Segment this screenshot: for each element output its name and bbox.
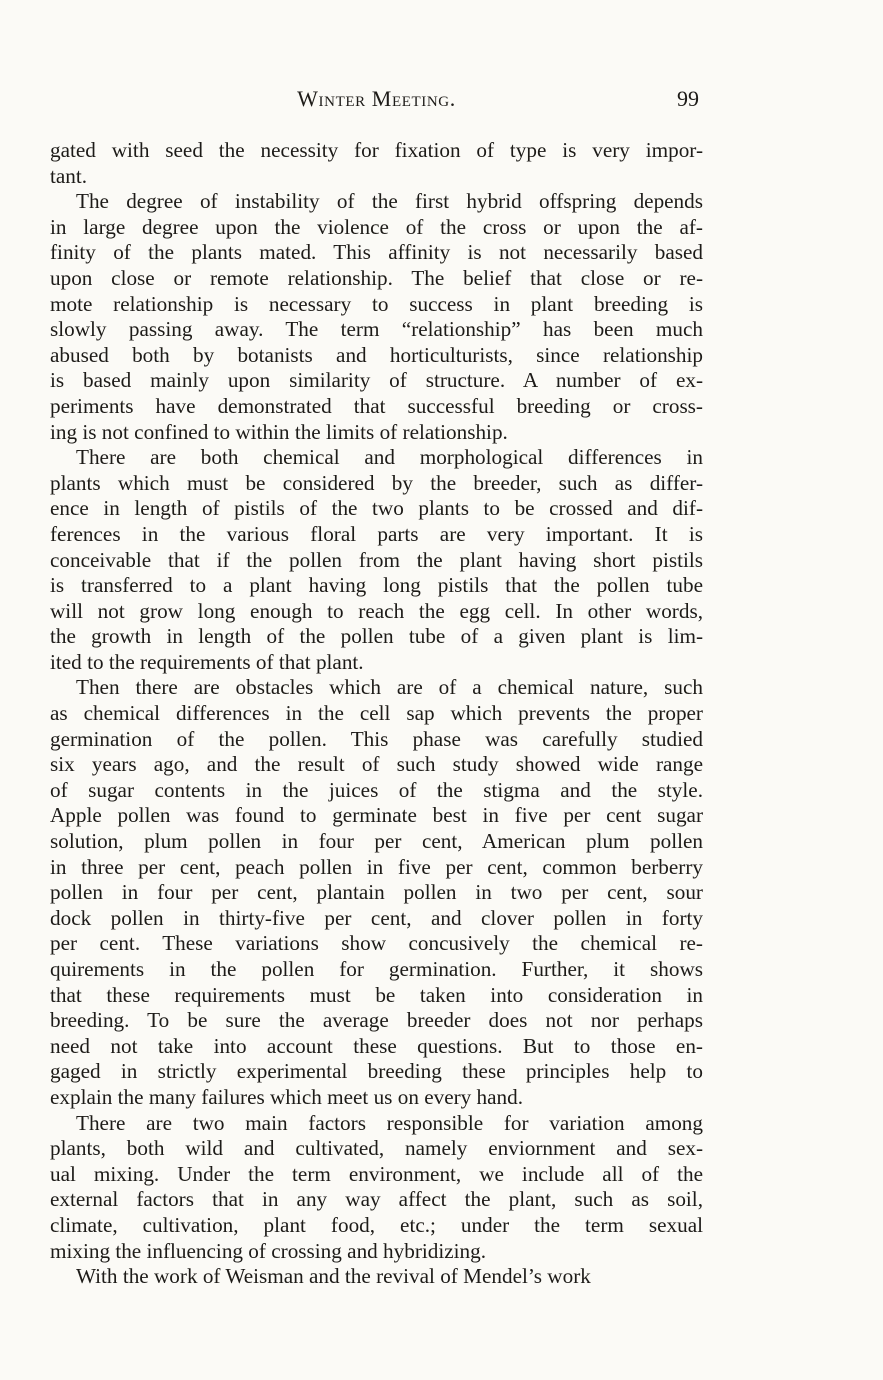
paragraph (50, 138, 703, 189)
text-line: breeding. To be sure the average breeder does not nor perhaps (50, 1008, 703, 1033)
text-line: dock pollen in thirty-five per cent, and clover pollen in forty (50, 905, 703, 930)
running-head (50, 86, 703, 118)
text-line: mote relationship is necessary to success in plant breeding is (50, 291, 703, 316)
text-line: need not take into account these questions. But to those en- (50, 1033, 703, 1058)
text-line: in large degree upon the violence of the cross or upon the af- (50, 214, 703, 239)
running-title: Winter Meeting. (297, 86, 456, 111)
paragraph (50, 445, 703, 675)
text-line: finity of the plants mated. This affinity is not necessarily based (50, 240, 703, 265)
text-line: periments have demonstrated that successful breeding or cross- (50, 393, 703, 418)
paragraph (50, 1264, 703, 1290)
paragraph (50, 675, 703, 1110)
text-line: quirements in the pollen for germination. Further, it shows (50, 957, 703, 981)
text-line: ited to the requirements of that plant. (50, 649, 364, 674)
text-line: solution, plum pollen in four per cent, American plum pollen (50, 829, 703, 854)
text-line: is based mainly upon similarity of structure. A number of ex- (50, 368, 703, 393)
paragraph (50, 189, 703, 445)
text-line: Apple pollen was found to germinate best in five per cent sugar (50, 803, 703, 828)
text-line: gated with seed the necessity for fixation of type is very impor- (50, 138, 703, 162)
text-line: explain the many failures which meet us on every hand. (50, 1084, 524, 1109)
text-line: plants which must be considered by the breeder, such as differ- (50, 470, 703, 495)
text-line: per cent. These variations show concusively the chemical re- (50, 931, 703, 956)
text-line: plants, both wild and cultivated, namely enviornment and sex- (50, 1136, 703, 1161)
body-text (50, 138, 703, 1290)
text-line: The degree of instability of the first hybrid offspring depends (76, 189, 703, 214)
text-line: as chemical differences in the cell sap which prevents the proper (50, 701, 703, 726)
text-line: Then there are obstacles which are of a chemical nature, such (76, 675, 703, 700)
text-line: slowly passing away. The term “relationship” has been much (50, 317, 703, 342)
text-line: will not grow long enough to reach the egg cell. In other words, (50, 598, 703, 623)
text-line: germination of the pollen. This phase was carefully studied (50, 726, 703, 751)
paragraph (50, 1111, 703, 1265)
text-line: in three per cent, peach pollen in five per cent, common berberry (50, 854, 703, 879)
text-line: pollen in four per cent, plantain pollen in two per cent, sour (50, 880, 703, 905)
text-line: tant. (50, 163, 88, 188)
text-line: With the work of Weisman and the revival of Mendel’s work (76, 1264, 591, 1289)
text-line: ing is not confined to within the limits of relationship. (50, 419, 508, 444)
text-line: external factors that in any way affect the plant, such as soil, (50, 1187, 703, 1212)
text-line: ence in length of pistils of the two plants to be crossed and dif- (50, 496, 703, 521)
text-line: abused both by botanists and horticulturists, since relationship (50, 342, 703, 367)
text-line: that these requirements must be taken into consideration in (50, 982, 703, 1007)
text-line: climate, cultivation, plant food, etc.; under the term sexual (50, 1212, 703, 1237)
text-line: There are two main factors responsible for variation among (76, 1110, 703, 1135)
text-line: gaged in strictly experimental breeding these principles help to (50, 1059, 703, 1084)
text-line: upon close or remote relationship. The belief that close or re- (50, 265, 703, 290)
text-line: is transferred to a plant having long pistils that the pollen tube (50, 573, 703, 598)
text-line: conceivable that if the pollen from the plant having short pistils (50, 547, 703, 572)
text-line: six years ago, and the result of such study showed wide range (50, 752, 703, 777)
text-line: mixing the influencing of crossing and hybridizing. (50, 1238, 487, 1263)
text-line: the growth in length of the pollen tube of a given plant is lim- (50, 624, 703, 649)
text-line: of sugar contents in the juices of the stigma and the style. (50, 777, 703, 802)
page-number: 99 (677, 86, 699, 111)
text-line: There are both chemical and morphological differences in (76, 445, 703, 470)
text-line: ual mixing. Under the term environment, we include all of the (50, 1161, 703, 1186)
text-line: ferences in the various floral parts are very important. It is (50, 521, 703, 546)
